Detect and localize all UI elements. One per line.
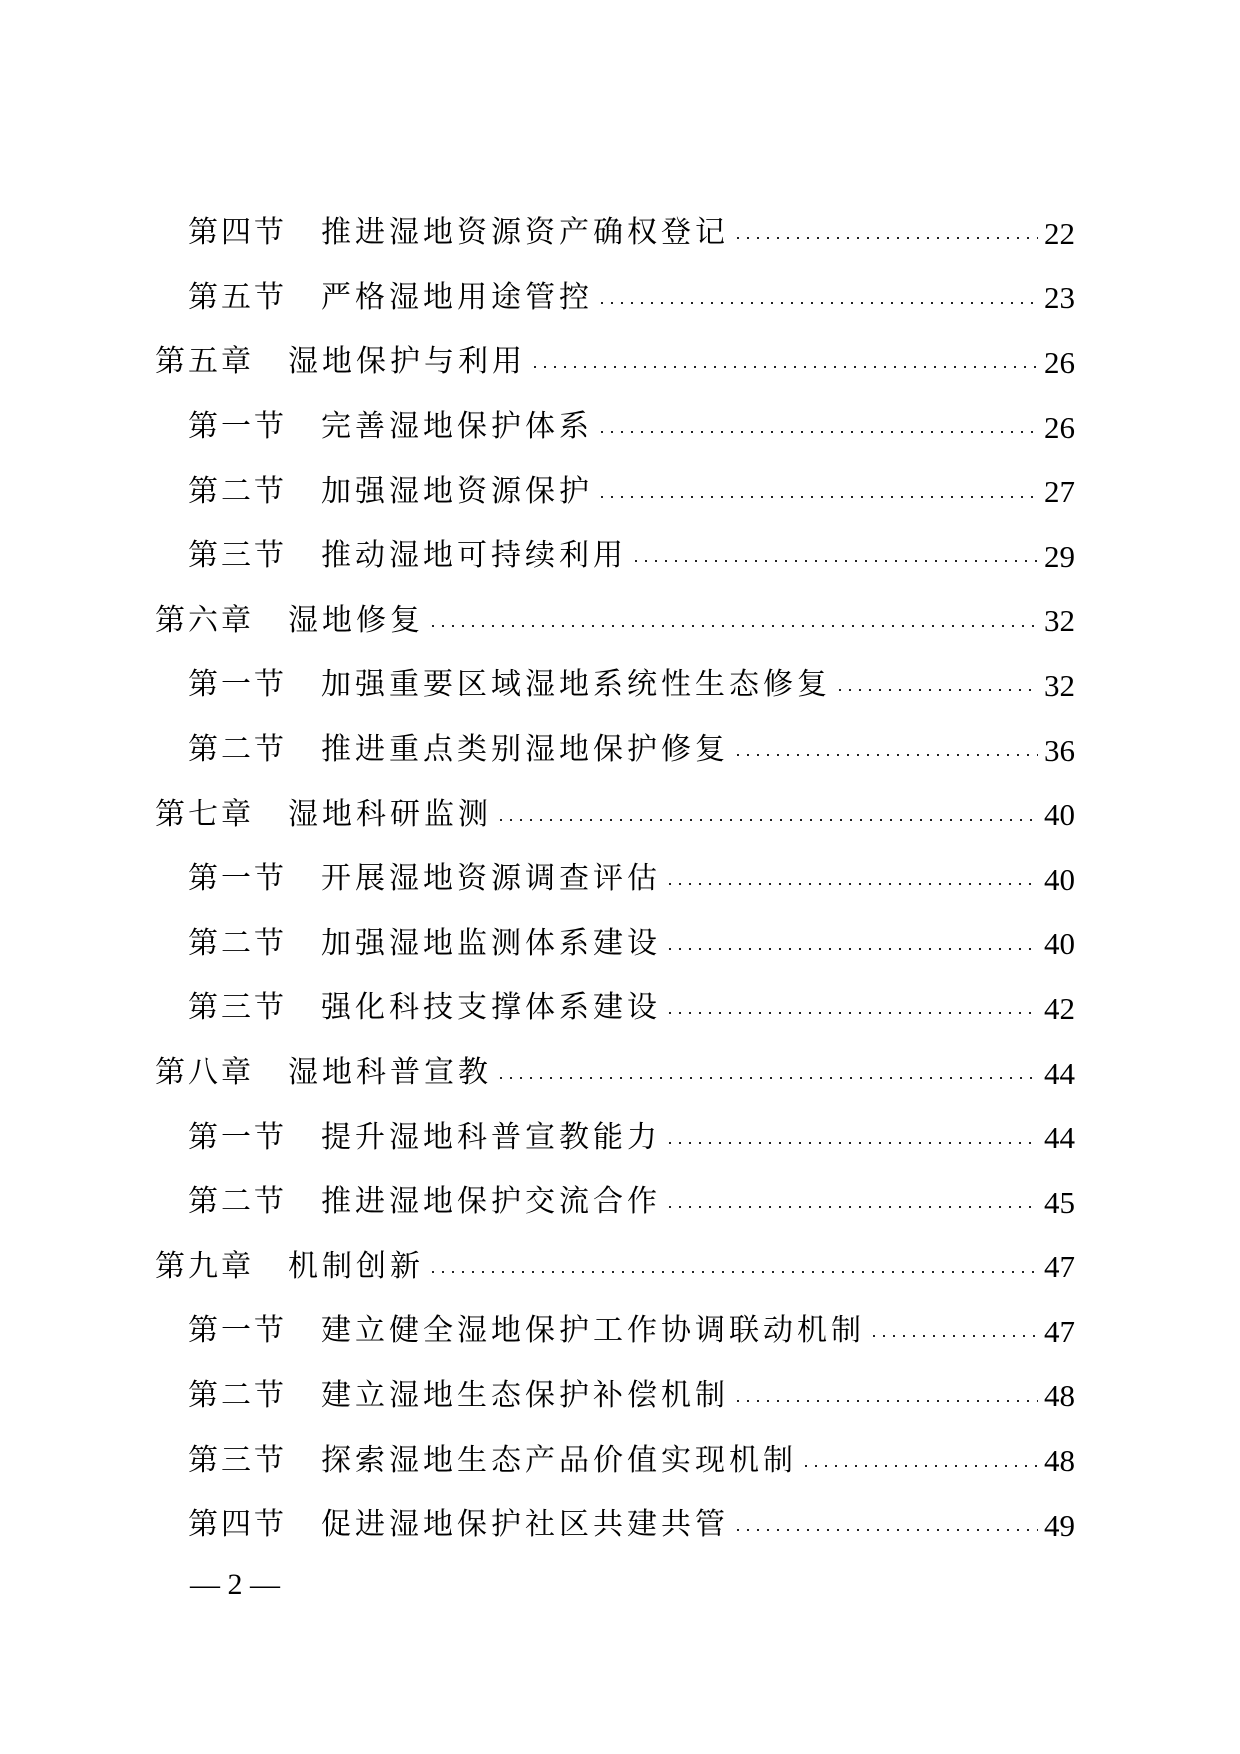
toc-entry-title: 推动湿地可持续利用 [321, 538, 627, 574]
toc-section-entry[interactable] [155, 1105, 1075, 1170]
toc-entry-number: 第六章 [155, 602, 254, 638]
page-number: — 2 — [190, 1568, 280, 1601]
dot-leader [597, 431, 1038, 433]
toc-entry-title: 开展湿地资源调查评估 [321, 861, 661, 897]
toc-section-entry[interactable] [155, 1299, 1075, 1364]
toc-entry-page: 40 [1044, 861, 1075, 897]
dot-leader [496, 1077, 1038, 1079]
toc-entry-page: 44 [1044, 1055, 1075, 1091]
dot-leader [496, 819, 1038, 821]
toc-section-entry[interactable] [155, 201, 1075, 266]
toc-entry-page: 23 [1044, 280, 1075, 316]
dot-leader [631, 560, 1038, 562]
toc-chapter-entry[interactable] [155, 1235, 1075, 1300]
toc-entry-number: 第二节 [188, 925, 287, 961]
toc-entry-number: 第一节 [188, 667, 287, 703]
table-of-contents [155, 201, 1075, 1557]
toc-entry-page: 42 [1044, 990, 1075, 1026]
dot-leader [733, 754, 1038, 756]
toc-entry-page: 47 [1044, 1249, 1075, 1285]
toc-entry-title: 推进重点类别湿地保护修复 [321, 732, 729, 768]
toc-entry-title: 提升湿地科普宣教能力 [321, 1119, 661, 1155]
toc-chapter-entry[interactable] [155, 782, 1075, 847]
dot-leader [733, 237, 1038, 239]
toc-section-entry[interactable] [155, 524, 1075, 589]
toc-section-entry[interactable] [155, 912, 1075, 977]
toc-section-entry[interactable] [155, 1428, 1075, 1493]
dot-leader [665, 1142, 1038, 1144]
toc-entry-number: 第二节 [188, 1184, 287, 1220]
toc-entry-number: 第八章 [155, 1055, 254, 1091]
toc-entry-number: 第五章 [155, 344, 254, 380]
dot-leader [665, 1012, 1038, 1014]
toc-entry-number: 第七章 [155, 796, 254, 832]
toc-entry-page: 45 [1044, 1184, 1075, 1220]
toc-chapter-entry[interactable] [155, 1041, 1075, 1106]
toc-entry-title: 加强湿地监测体系建设 [321, 925, 661, 961]
toc-entry-title: 严格湿地用途管控 [321, 279, 593, 315]
toc-entry-page: 40 [1044, 926, 1075, 962]
dot-leader [428, 625, 1038, 627]
toc-section-entry[interactable] [155, 1364, 1075, 1429]
toc-entry-title: 建立湿地生态保护补偿机制 [321, 1377, 729, 1413]
toc-entry-number: 第一节 [188, 1313, 287, 1349]
toc-entry-title: 建立健全湿地保护工作协调联动机制 [321, 1313, 865, 1349]
toc-entry-page: 22 [1044, 215, 1075, 251]
toc-entry-page: 40 [1044, 797, 1075, 833]
toc-entry-page: 32 [1044, 667, 1075, 703]
dot-leader [801, 1465, 1038, 1467]
toc-entry-number: 第四节 [188, 215, 287, 251]
toc-entry-title: 湿地修复 [288, 602, 424, 638]
toc-entry-number: 第五节 [188, 279, 287, 315]
toc-entry-title: 完善湿地保护体系 [321, 409, 593, 445]
toc-entry-number: 第三节 [188, 990, 287, 1026]
toc-entry-number: 第一节 [188, 861, 287, 897]
toc-entry-title: 强化科技支撑体系建设 [321, 990, 661, 1026]
toc-entry-number: 第二节 [188, 1377, 287, 1413]
toc-section-entry[interactable] [155, 976, 1075, 1041]
toc-entry-page: 48 [1044, 1443, 1075, 1479]
toc-entry-number: 第一节 [188, 409, 287, 445]
toc-entry-page: 26 [1044, 409, 1075, 445]
toc-entry-title: 推进湿地保护交流合作 [321, 1184, 661, 1220]
toc-entry-title: 湿地科普宣教 [288, 1055, 492, 1091]
dot-leader [733, 1400, 1038, 1402]
toc-entry-title: 湿地科研监测 [288, 796, 492, 832]
toc-entry-title: 促进湿地保护社区共建共管 [321, 1507, 729, 1543]
toc-entry-page: 36 [1044, 732, 1075, 768]
toc-entry-number: 第三节 [188, 1442, 287, 1478]
dot-leader [665, 948, 1038, 950]
toc-entry-title: 加强重要区域湿地系统性生态修复 [321, 667, 831, 703]
toc-section-entry[interactable] [155, 718, 1075, 783]
toc-entry-title: 机制创新 [288, 1248, 424, 1284]
dot-leader [597, 496, 1038, 498]
toc-chapter-entry[interactable] [155, 330, 1075, 395]
toc-entry-number: 第二节 [188, 473, 287, 509]
toc-entry-number: 第一节 [188, 1119, 287, 1155]
dot-leader [733, 1529, 1038, 1531]
toc-chapter-entry[interactable] [155, 589, 1075, 654]
toc-entry-number: 第九章 [155, 1248, 254, 1284]
toc-entry-page: 32 [1044, 603, 1075, 639]
toc-entry-page: 48 [1044, 1378, 1075, 1414]
toc-entry-number: 第三节 [188, 538, 287, 574]
toc-entry-title: 探索湿地生态产品价值实现机制 [321, 1442, 797, 1478]
toc-section-entry[interactable] [155, 459, 1075, 524]
toc-section-entry[interactable] [155, 1493, 1075, 1558]
toc-section-entry[interactable] [155, 395, 1075, 460]
toc-entry-number: 第四节 [188, 1507, 287, 1543]
dot-leader [597, 302, 1038, 304]
dot-leader [665, 883, 1038, 885]
toc-entry-page: 49 [1044, 1507, 1075, 1543]
toc-entry-title: 推进湿地资源资产确权登记 [321, 215, 729, 251]
toc-entry-page: 29 [1044, 538, 1075, 574]
toc-section-entry[interactable] [155, 653, 1075, 718]
dot-leader [665, 1206, 1038, 1208]
dot-leader [869, 1335, 1038, 1337]
toc-entry-number: 第二节 [188, 732, 287, 768]
dot-leader [530, 366, 1038, 368]
toc-entry-page: 27 [1044, 474, 1075, 510]
toc-entry-title: 加强湿地资源保护 [321, 473, 593, 509]
toc-section-entry[interactable] [155, 1170, 1075, 1235]
toc-entry-page: 47 [1044, 1313, 1075, 1349]
dot-leader [428, 1271, 1038, 1273]
toc-section-entry[interactable] [155, 847, 1075, 912]
toc-entry-title: 湿地保护与利用 [288, 344, 526, 380]
toc-entry-page: 26 [1044, 344, 1075, 380]
toc-section-entry[interactable] [155, 266, 1075, 331]
toc-entry-page: 44 [1044, 1120, 1075, 1156]
dot-leader [835, 689, 1038, 691]
